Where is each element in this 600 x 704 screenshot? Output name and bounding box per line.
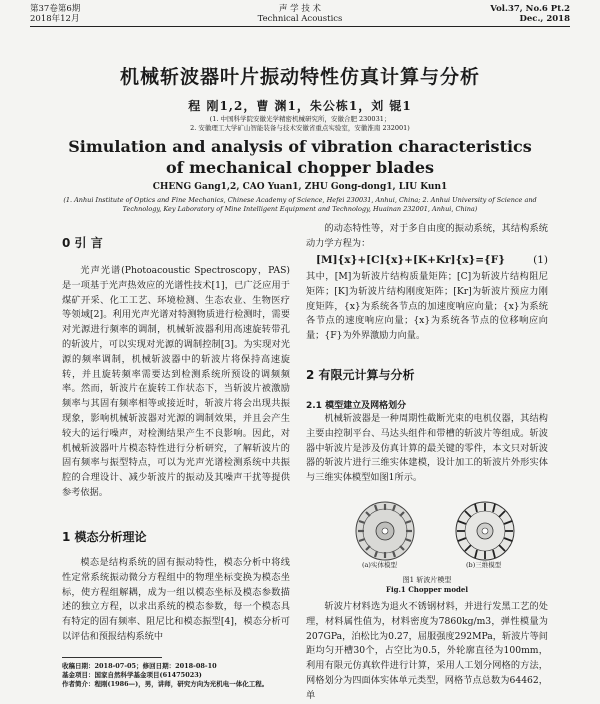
running-header bbox=[30, 4, 570, 26]
material-paragraph: 斩波片材料选为退火不锈钢材料，并进行发黑工艺的处理，材料属性值为，材料密度为7860kg/m3，弹性模量为207GPa，泊松比为0.27，屈服强度292MPa，斩波片等间距均匀开槽30个，占空比为0.5，外轮廓直径为100mm，利用有限元仿真软件进行计算，采用人工划分网格的方法，网格划分为四面体实体单元类型，网格节点总数为64462，单 bbox=[306, 601, 548, 701]
equation-number: (1) bbox=[533, 254, 548, 266]
header-center bbox=[30, 4, 570, 24]
header-right bbox=[490, 4, 570, 24]
header-journal-en: Technical Acoustics bbox=[257, 14, 343, 24]
footnote-rule bbox=[62, 657, 162, 658]
footnote-funding: 基金项目：国家自然科学基金项目(61475023) bbox=[62, 671, 202, 679]
title-english: Simulation and analysis of vibration characteristics of mechanical chopper blades bbox=[68, 137, 532, 177]
equation-explanation: 其中，[M]为斩波片结构质量矩阵；[C]为斩波片结构阻尼矩阵；[K]为斩波片结构刚度矩阵；[Kr]为斩波片预应力刚度矩阵，{x}为系统各节点的加速度响应向量；{x}为系统各节点的速度响应向量；{x}为系统各节点的位移响应向量；{F}为外界激励力向量。 bbox=[306, 271, 548, 342]
section-1-heading: 1 模态分析理论 bbox=[62, 530, 147, 544]
header-rule bbox=[30, 26, 570, 27]
affiliation-chinese-2: 2. 安徽理工大学矿山智能装备与技术安徽省重点实验室，安徽淮南 232001) bbox=[190, 124, 410, 132]
header-volume-en: Vol.37, No.6 Pt.2 bbox=[490, 4, 570, 14]
affiliation-english: (1. Anhui Institute of Optics and Fine Mechanics, Chinese Academy of Science, Hefei 230031, Anhui, China; 2. Anhui University of Science and Technology, Key Laboratory of Mine Intelligent Equipment and Technology, Huainan 232001, Anhui, China) bbox=[63, 196, 537, 213]
footnote-author: 作者简介：程刚(1986—)，男，讲师，研究方向为光机电一体化工程。 bbox=[62, 680, 269, 688]
title-chinese: 机械斩波器叶片振动特性仿真计算与分析 bbox=[119, 66, 480, 88]
figure-1-caption-en: Fig.1 Chopper model bbox=[385, 585, 469, 594]
section-1-paragraph: 模态是结构系统的固有振动特性，模态分析中将线性定常系统振动微分方程组中的物理坐标变换为模态坐标，使方程组解耦，成为一组以模态坐标及模态参数描述的独立方程，以求出系统的模态参数，每一个模态具有特定的固有频率、阻尼比和模态振型[4]，模态分析可以评估和预报结构系统中 bbox=[62, 557, 290, 642]
header-date-cn: 2018年12月 bbox=[30, 14, 80, 24]
figure-1a-label: (a)实体模型 bbox=[362, 561, 397, 569]
section-2-heading: 2 有限元计算与分析 bbox=[306, 368, 415, 382]
figure-1-caption-cn: 图1 斩波片模型 bbox=[402, 576, 452, 584]
intro-paragraph-continued: 的动态特性等，对于多自由度的振动系统，其结构系统动力学方程为： bbox=[306, 223, 548, 249]
equation-1 bbox=[316, 254, 548, 266]
header-date-en: Dec., 2018 bbox=[519, 14, 570, 24]
footnote-received: 收稿日期：2018-07-05；修回日期：2018-08-10 bbox=[62, 662, 217, 670]
figure-1b-label: (b)三维模型 bbox=[466, 561, 502, 569]
header-volume: 第37卷第6期 bbox=[30, 4, 81, 14]
authors-chinese: 程 刚1,2，曹 渊1，朱公栋1，刘 锟1 bbox=[188, 99, 412, 113]
figure-1-caption bbox=[306, 576, 548, 594]
section-0-paragraph: 光声光谱(Photoacoustic Spectroscopy，PAS)是一项基于光声热效应的光谱性技术[1]，已广泛应用于煤矿开采、化工工艺、环境检测、生态农业、生物医疗等领域[2]。利用光声光谱对特测物质进行检测时，需要对光源进行频率的调制，机械斩波器利用高速旋转带孔的斩波片，可以实现对光源的调制控制[3]。为实现对光源的频率调制，机械斩波器中的斩波片将保持高速旋转，并且旋转频率需要达到检测系统所预设的调频频率。然而，斩波片在旋转工作状态下，当斩波片被激励频率与其固有频率相等或接近时，斩波片将会出现共振现象，影响机械斩波器对光源的调制效果，并且会产生较大的运行噪声，对检测结果产生不良影响。因此，对机械斩波器叶片模态特性进行分析研究，了解斩波片的固有频率与振型特点，可以为光声光谱检测系统中共振腔的合理设计、减少斩波片的振动及其噪声干扰等提供参考依据。 bbox=[62, 265, 290, 498]
affiliation-chinese-1: (1. 中国科学院安徽光学精密机械研究所，安徽合肥 230031； bbox=[209, 115, 391, 123]
section-0-heading: 0 引 言 bbox=[62, 236, 103, 250]
section-2-1-heading: 2.1 模型建立及网格划分 bbox=[306, 401, 407, 411]
equation-body: [M]{x}+[C]{x}+[K+Kr]{x}={F} bbox=[316, 254, 506, 266]
chopper-figure bbox=[320, 500, 545, 562]
header-journal-cn: 声 学 技 术 bbox=[278, 4, 322, 14]
chopper-photo bbox=[356, 502, 414, 560]
chopper-3d-model bbox=[456, 502, 514, 560]
authors-english: CHENG Gang1,2, CAO Yuan1, ZHU Gong-dong1, LIU Kun1 bbox=[152, 182, 448, 192]
section-2-1-paragraph: 机械斩波器是一种周期性截断光束的电机仪器，其结构主要由控制平台、马达头组件和带槽的斩波片等组成。斩波器中斩波片是涉及仿真计算的最关键的零件，本文只对斩波器的斩波片进行三维实体建模，设计加工的斩波片外形实体与三维实体模型如图1所示。 bbox=[306, 413, 548, 484]
